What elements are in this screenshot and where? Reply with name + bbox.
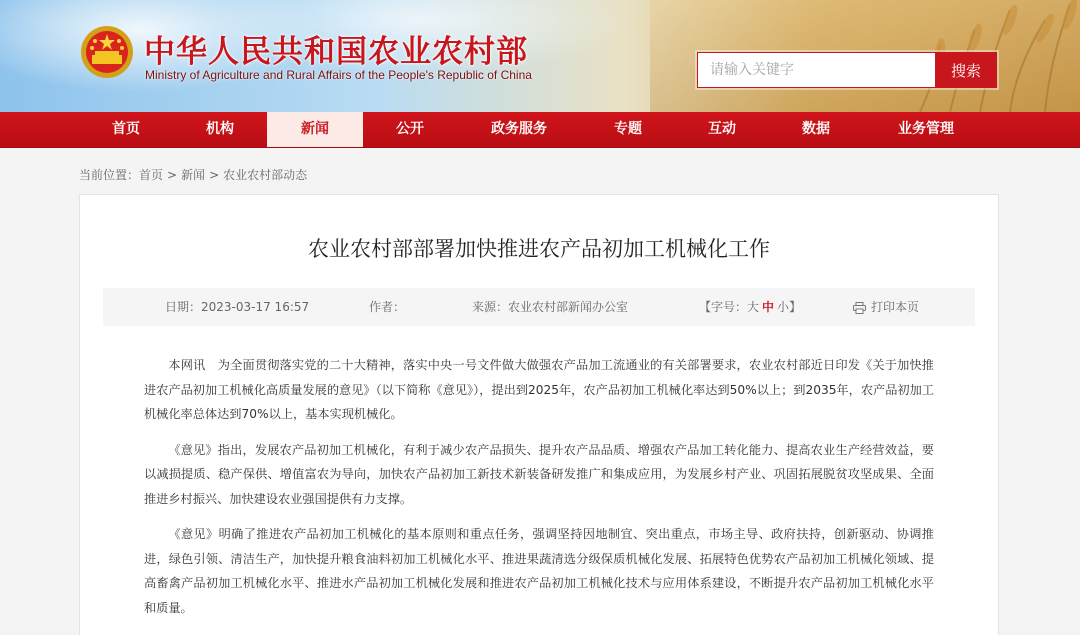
print-label: 打印本页 bbox=[871, 300, 920, 314]
article-card bbox=[79, 194, 999, 635]
article-paragraph: 本网讯 为全面贯彻落实党的二十大精神，落实中央一号文件做大做强农产品加工流通业的有关部署要求，农业农村部近日印发《关于加快推进农产品初加工机械化高质量发展的意见》（以下简称《意见》），提出到2025年，农产品初加工机械化率达到50%以上；到2035年，农产品初加工机械化率总体达到70%以上，基本实现机械化。 bbox=[144, 358, 934, 421]
font-size-large-button[interactable]: 大 bbox=[747, 300, 760, 314]
printer-icon bbox=[853, 302, 866, 314]
nav-item-services[interactable]: 政务服务 bbox=[491, 121, 547, 137]
font-size-small-button[interactable]: 小 bbox=[777, 300, 790, 314]
nav-item-business[interactable]: 业务管理 bbox=[898, 121, 954, 137]
article-paragraph: 《意见》明确了推进农产品初加工机械化的基本原则和重点任务，强调坚持因地制宜、突出重点，市场主导、政府扶持，创新驱动、协调推进，绿色引领、清洁生产，加快提升粮食油料初加工机械化水平、推进果蔬清选分级保质机械化发展、拓展特色优势农产品初加工机械化领域、提高畜禽产品初加工机械化水平、推进水产品初加工机械化发展和推进农产品初加工机械化技术与应用体系建设，不断提升农产品初加工机械化水平和质量。 bbox=[144, 527, 934, 615]
search-bar bbox=[697, 52, 997, 88]
font-size-label-end: 】 bbox=[789, 300, 802, 314]
breadcrumb-separator: > bbox=[167, 168, 178, 182]
breadcrumb-separator: > bbox=[209, 168, 220, 182]
nav-item-interaction[interactable]: 互动 bbox=[708, 121, 736, 137]
breadcrumb-section[interactable]: 农业农村部动态 bbox=[223, 168, 308, 182]
breadcrumb-prefix: 当前位置： bbox=[79, 168, 140, 182]
breadcrumb-news[interactable]: 新闻 bbox=[181, 168, 206, 182]
article-paragraph: 《意见》指出，发展农产品初加工机械化，有利于减少农产品损失、提升农产品品质、增强农产品加工转化能力、提高农业生产经营效益，要以减损提质、稳产保供、增值富农为导向，加快农产品初加工新技术新装备研发推广和集成应用，为发展乡村产业、巩固拓展脱贫攻坚成果、全面推进乡村振兴、加快建设农业强国提供有力支撑。 bbox=[144, 442, 934, 506]
nav-item-disclosure[interactable]: 公开 bbox=[396, 121, 424, 137]
article-date: 日期：2023-03-17 16:57 bbox=[165, 300, 310, 314]
site-subtitle: Ministry of Agriculture and Rural Affairs of the People's Republic of China bbox=[145, 68, 532, 82]
nav-item-data[interactable]: 数据 bbox=[802, 121, 830, 137]
article-meta-bar bbox=[103, 288, 975, 326]
nav-item-topics[interactable]: 专题 bbox=[614, 121, 642, 137]
print-button[interactable] bbox=[853, 288, 919, 326]
search-button[interactable]: 搜索 bbox=[935, 52, 997, 88]
article-title: 农业农村部部署加快推进农产品初加工机械化工作 bbox=[308, 237, 770, 261]
nav-item-organization[interactable]: 机构 bbox=[206, 121, 234, 137]
nav-item-home[interactable]: 首页 bbox=[112, 121, 140, 137]
breadcrumb-home[interactable]: 首页 bbox=[139, 168, 164, 182]
main-nav bbox=[0, 112, 1080, 148]
font-size-medium-button[interactable]: 中 bbox=[762, 300, 775, 314]
article-source: 来源：农业农村部新闻办公室 bbox=[472, 300, 629, 314]
font-size-control bbox=[699, 288, 801, 326]
header-banner bbox=[0, 0, 1080, 112]
site-title[interactable]: 中华人民共和国农业农村部 bbox=[144, 34, 528, 70]
breadcrumb bbox=[79, 166, 307, 183]
article-body bbox=[144, 353, 934, 631]
search-input[interactable] bbox=[697, 52, 935, 88]
font-size-label: 【字号： bbox=[699, 300, 748, 314]
article-author: 作者： bbox=[369, 300, 406, 314]
national-emblem-icon bbox=[80, 25, 134, 79]
nav-item-news[interactable]: 新闻 bbox=[267, 112, 363, 147]
